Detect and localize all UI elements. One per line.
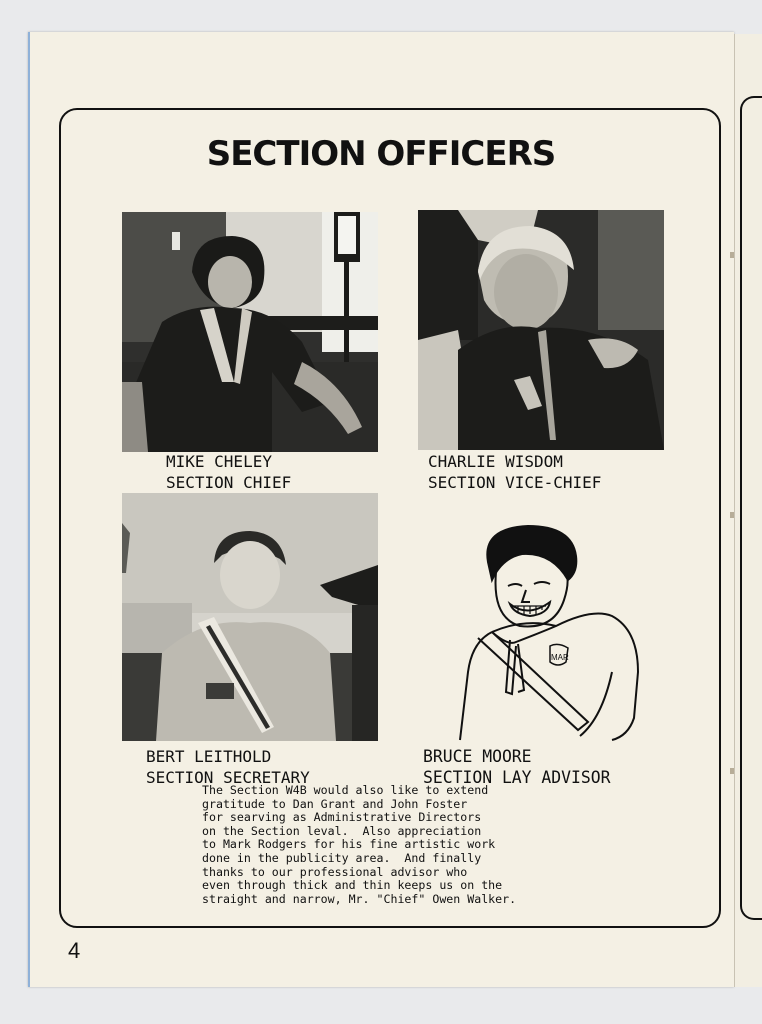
acknowledgement-note	[202, 784, 602, 906]
officer-name-secretary: BERT LEITHOLD	[146, 747, 272, 766]
note-line: gratitude to Dan Grant and John Foster	[202, 796, 468, 811]
officer-role-secretary: SECTION SECRETARY	[146, 768, 310, 787]
staple-mark	[730, 512, 734, 518]
officer-role-vice-chief: SECTION VICE-CHIEF	[428, 473, 602, 492]
staple-mark	[730, 252, 734, 258]
drawing-badge-text: MAR	[551, 653, 569, 662]
note-line: thanks to our professional advisor who	[202, 864, 468, 879]
staple-mark	[730, 768, 734, 774]
note-line: done in the publicity area. And finally	[202, 850, 482, 865]
facing-page-frame	[740, 96, 762, 920]
page-number: 4	[68, 938, 81, 963]
note-line: on the Section leval. Also appreciation	[202, 823, 482, 838]
officer-name-vice-chief: CHARLIE WISDOM	[428, 452, 563, 471]
officer-photo-chief	[122, 212, 378, 452]
note-line: The Section W4B would also like to extend	[202, 783, 489, 797]
note-line: even through thick and thin keeps us on the	[202, 878, 503, 893]
note-line: to Mark Rodgers for his fine artistic work	[202, 837, 496, 852]
officer-photo-secretary	[122, 493, 378, 741]
note-line: straight and narrow, Mr. "Chief" Owen Walker.	[202, 891, 517, 906]
officer-role-chief: SECTION CHIEF	[166, 473, 292, 492]
facing-page-edge	[734, 34, 762, 987]
officer-role-lay-advisor: SECTION LAY ADVISOR	[423, 768, 611, 787]
officer-photo-vice-chief	[418, 210, 664, 450]
page-title: SECTION OFFICERS	[206, 134, 556, 174]
note-line: for searving as Administrative Directors	[202, 810, 482, 825]
officer-drawing-lay-advisor	[452, 522, 648, 744]
officer-name-chief: MIKE CHELEY	[166, 452, 272, 471]
officer-name-lay-advisor: BRUCE MOORE	[423, 747, 532, 766]
